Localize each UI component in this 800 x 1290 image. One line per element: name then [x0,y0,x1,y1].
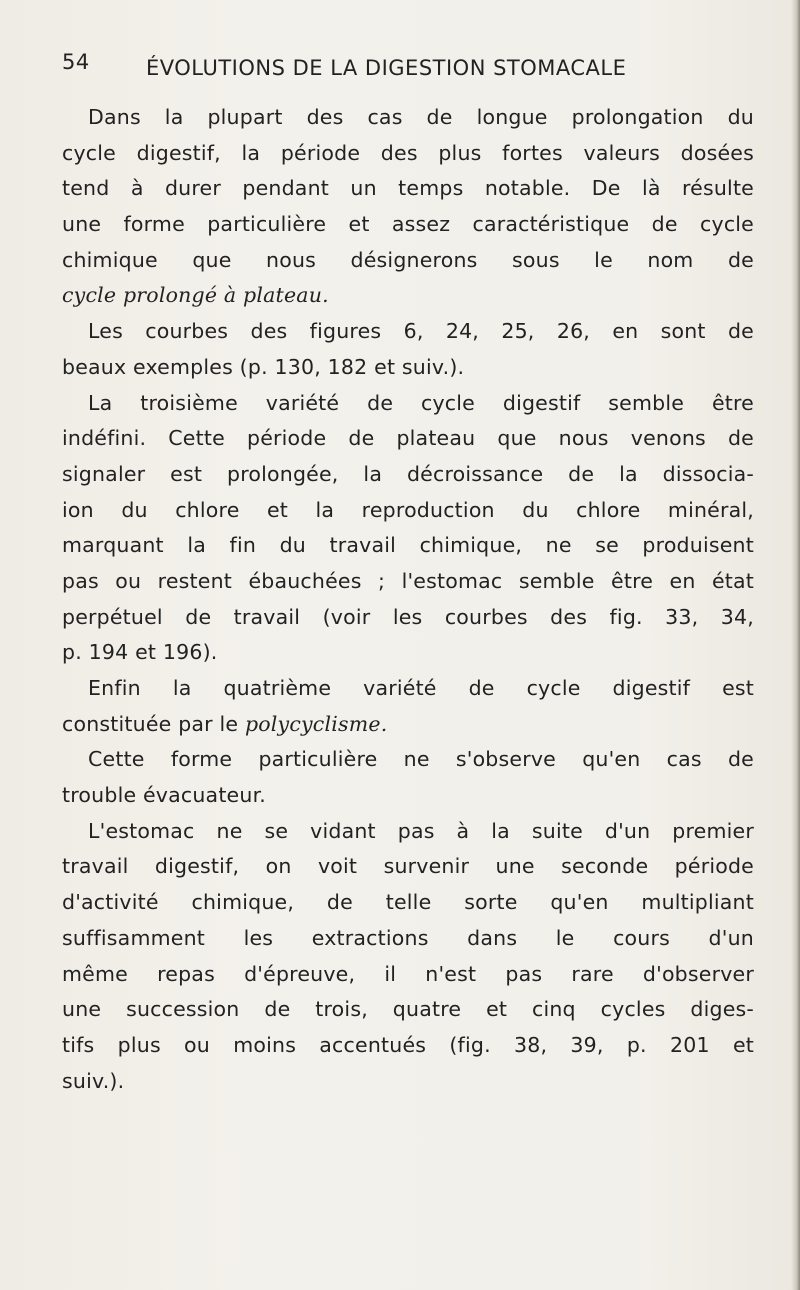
text-line [62,957,754,993]
text-span: chimique que nous désignerons sous le nom de [62,247,754,272]
text-line [62,778,754,814]
text-line [62,528,754,564]
text-line [62,207,754,243]
text-line [62,885,754,921]
text-span: une forme particulière et assez caractéristique de cycle [62,212,754,237]
italic-term: cycle prolongé à plateau. [62,283,329,308]
page-number: 54 [62,50,90,74]
text-line [62,671,754,707]
text-line [62,1028,754,1064]
text-line [62,386,754,422]
text-span: p. 194 et 196). [62,640,218,665]
text-line [62,350,754,386]
text-span: La troisième variété de cycle digestif semble être [88,390,754,415]
text-line [62,849,754,885]
text-span: suffisamment les extractions dans le cours d'un [62,925,754,950]
text-span: Cette forme particulière ne s'observe qu'en cas de [88,747,754,772]
text-line [62,564,754,600]
text-span: Les courbes des figures 6, 24, 25, 26, en sont de [88,319,754,344]
text-line [62,921,754,957]
text-span: L'estomac ne se vidant pas à la suite d'un premier [88,818,754,843]
text-line [62,171,754,207]
running-title: ÉVOLUTIONS DE LA DIGESTION STOMACALE [146,56,627,80]
text-span: perpétuel de travail (voir les courbes des fig. 33, 34, [62,604,754,629]
text-span: indéfini. Cette période de plateau que nous venons de [62,426,754,451]
text-span: cycle digestif, la période des plus fortes valeurs dosées [62,140,754,165]
text-line [62,493,754,529]
text-line [62,314,754,350]
text-span: ion du chlore et la reproduction du chlore minéral, [62,497,754,522]
text-span: Dans la plupart des cas de longue prolongation du [88,105,754,129]
text-line [62,457,754,493]
text-line [62,243,754,279]
text-span: tend à durer pendant un temps notable. De là résulte [62,176,754,201]
text-span: travail digestif, on voit survenir une seconde période [62,854,754,879]
body-text [62,100,754,1099]
text-line [62,100,754,136]
text-line [62,742,754,778]
page-header [62,50,762,90]
text-span: une succession de trois, quatre et cinq cycles diges- [62,997,754,1022]
text-span: d'activité chimique, de telle sorte qu'en multipliant [62,890,754,915]
page-edge-shadow [791,0,800,1290]
text-span: signaler est prolongée, la décroissance de la dissocia- [62,461,754,486]
text-line [62,600,754,636]
text-span: Enfin la quatrième variété de cycle digestif est [88,676,754,700]
text-span: beaux exemples (p. 130, 182 et suiv.). [62,354,465,379]
text-line [62,421,754,457]
text-line [62,992,754,1028]
italic-term: polycyclisme. [244,711,388,736]
text-span: constituée par le [62,711,245,736]
text-span: tifs plus ou moins accentués (fig. 38, 39, p. 201 et [62,1032,754,1057]
text-span: suiv.). [62,1068,125,1093]
text-line [62,814,754,850]
text-span: marquant la fin du travail chimique, ne se produisent [62,533,754,558]
text-line [62,707,754,743]
text-line [62,136,754,172]
text-span: trouble évacuateur. [62,783,267,808]
text-line [62,278,754,314]
text-span: pas ou restent ébauchées ; l'estomac semble être en état [62,568,754,593]
text-span: même repas d'épreuve, il n'est pas rare d'observer [62,961,754,986]
text-line [62,1064,754,1100]
text-line [62,635,754,671]
